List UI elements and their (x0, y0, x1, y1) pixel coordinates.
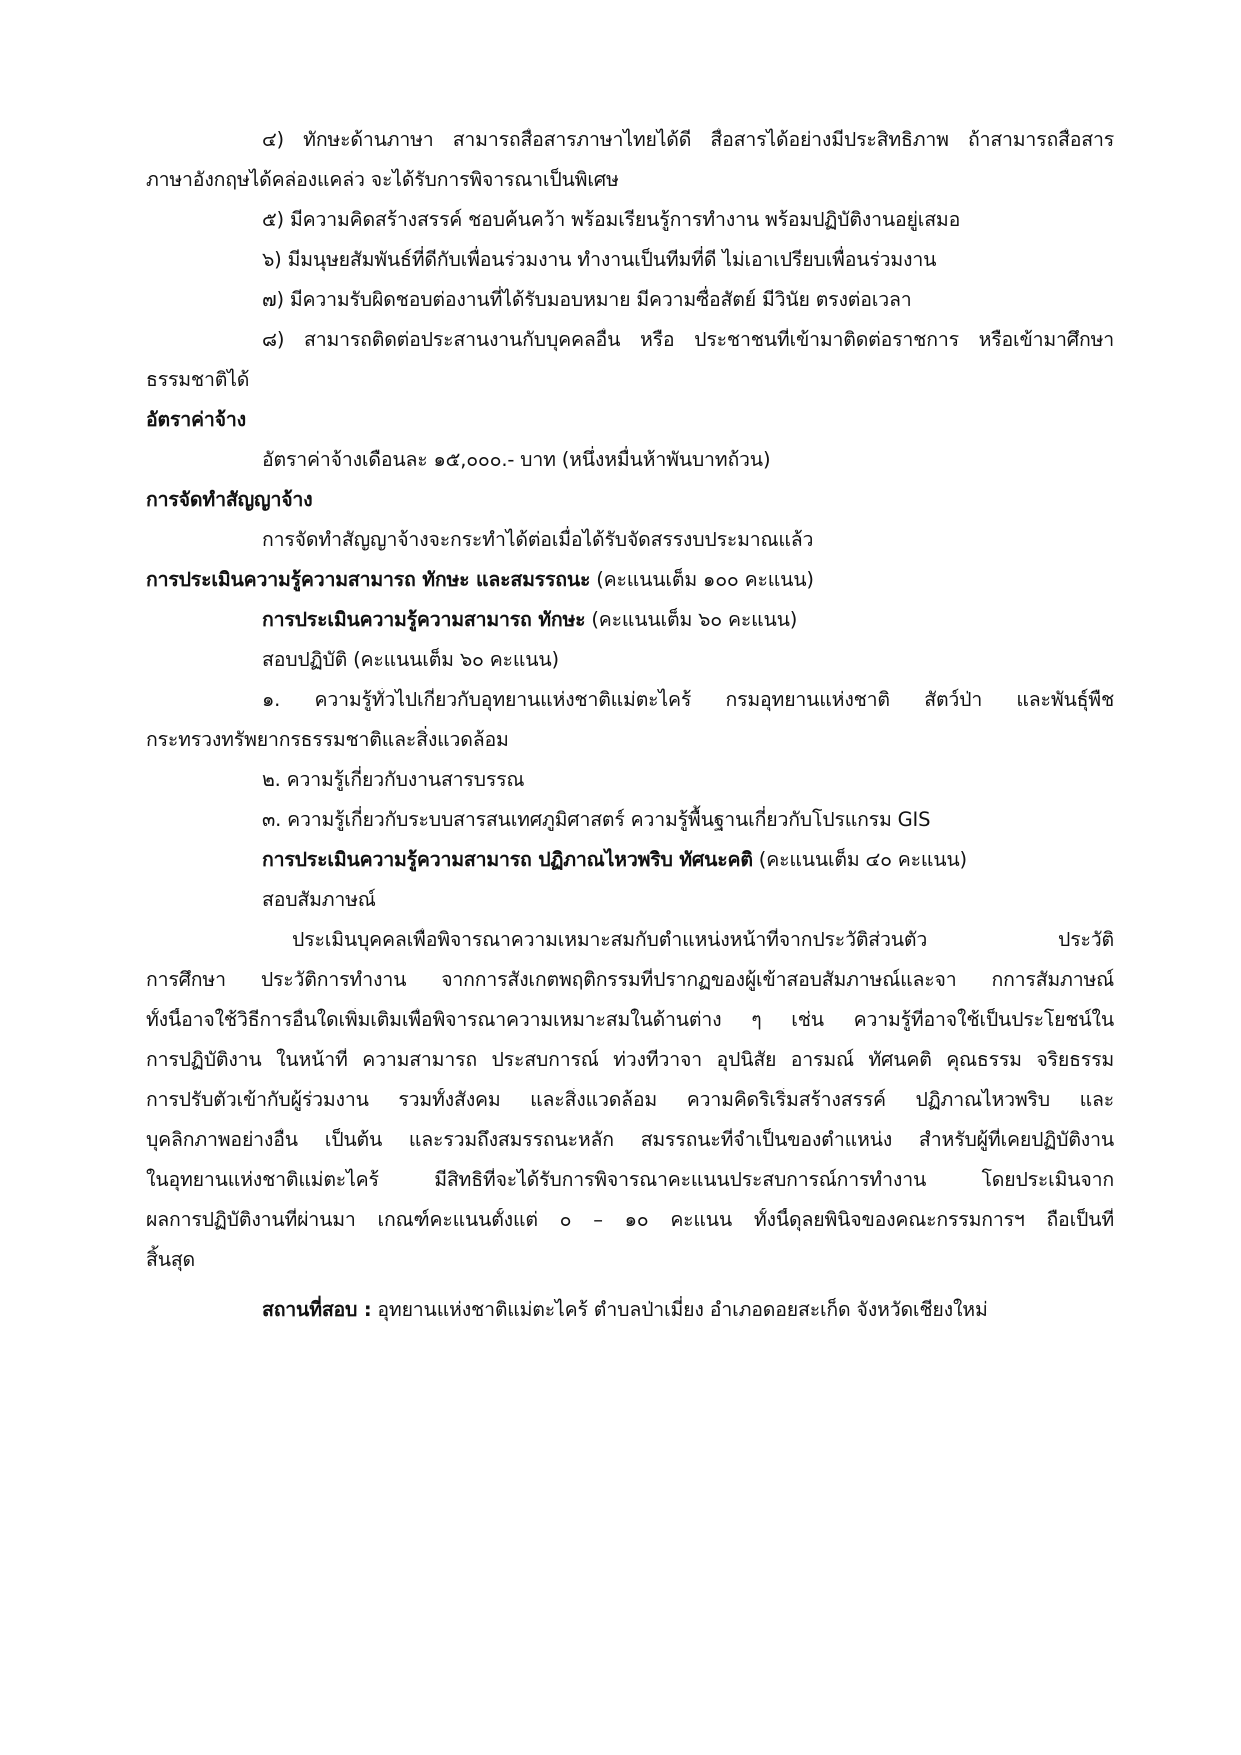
interview-paragraph-line: ในอุทยานแห่งชาติแม่ตะไคร้ มีสิทธิที่จะได้รับการพิจารณาคะแนนประสบการณ์การทำงาน โดยประเมินจาก (146, 1168, 1114, 1191)
contract-heading: การจัดทำสัญญาจ้าง (146, 488, 313, 511)
assessment-part-1-heading (262, 608, 797, 632)
contract-text: การจัดทำสัญญาจ้างจะกระทำได้ต่อเมื่อได้รับจัดสรรงบประมาณแล้ว (262, 528, 814, 551)
assessment-part-2-title: การประเมินความรู้ความสามารถ ปฏิภาณไหวพริบ ทัศนะคติ (262, 848, 753, 871)
qualification-5: ๕) มีความคิดสร้างสรรค์ ชอบค้นคว้า พร้อมเรียนรู้การทำงาน พร้อมปฏิบัติงานอยู่เสมอ (262, 208, 961, 231)
wage-heading: อัตราค่าจ้าง (146, 408, 246, 431)
assessment-part-1-title: การประเมินความรู้ความสามารถ ทักษะ (262, 608, 586, 631)
qualification-8-line-1: ๘) สามารถติดต่อประสานงานกับบุคคลอื่น หรือ ประชาชนที่เข้ามาติดต่อราชการ หรือเข้ามาศึกษา (262, 328, 1114, 351)
exam-item-2: ๒. ความรู้เกี่ยวกับงานสารบรรณ (262, 768, 525, 791)
qualification-7: ๗) มีความรับผิดชอบต่องานที่ได้รับมอบหมาย มีความซื่อสัตย์ มีวินัย ตรงต่อเวลา (262, 288, 912, 311)
qualification-6: ๖) มีมนุษยสัมพันธ์ที่ดีกับเพื่อนร่วมงาน ทำงานเป็นทีมที่ดี ไม่เอาเปรียบเพื่อนร่วมงาน (262, 248, 937, 271)
qualification-4-line-1: ๔) ทักษะด้านภาษา สามารถสื่อสารภาษาไทยได้ดี สื่อสารได้อย่างมีประสิทธิภาพ ถ้าสามารถสื่อสาร (262, 128, 1114, 151)
interview-paragraph-line: สิ้นสุด (146, 1248, 195, 1271)
assessment-heading (146, 568, 814, 592)
exam-venue-text: อุทยานแห่งชาติแม่ตะไคร้ ตำบลป่าเมี่ยง อำเภอดอยสะเก็ด จังหวัดเชียงใหม่ (371, 1298, 988, 1321)
interview-paragraph-line: ทั้งนี้อาจใช้วิธีการอื่นใดเพิ่มเติมเพื่อพิจารณาความเหมาะสมในด้านต่าง ๆ เช่น ความรู้ที่อาจใช้เป็นประโยชน์ใน (146, 1008, 1114, 1031)
qualification-8-line-2: ธรรมชาติได้ (146, 368, 250, 391)
assessment-part-2-heading (262, 848, 967, 872)
interview-paragraph-line: ประเมินบุคคลเพื่อพิจารณาความเหมาะสมกับตำแหน่งหน้าที่จากประวัติส่วนตัว ประวัติ (292, 928, 1114, 951)
interview-paragraph-line: การปฏิบัติงาน ในหน้าที่ ความสามารถ ประสบการณ์ ท่วงทีวาจา อุปนิสัย อารมณ์ ทัศนคติ คุณธรรม จริยธรรม (146, 1048, 1114, 1071)
practical-exam: สอบปฏิบัติ (คะแนนเต็ม ๖๐ คะแนน) (262, 648, 559, 671)
exam-item-1-line-1: ๑. ความรู้ทั่วไปเกี่ยวกับอุทยานแห่งชาติแม่ตะไคร้ กรมอุทยานแห่งชาติ สัตว์ป่า และพันธุ์พืช (262, 688, 1114, 711)
interview-paragraph-line: ผลการปฏิบัติงานที่ผ่านมา เกณฑ์คะแนนตั้งแต่ ๐ – ๑๐ คะแนน ทั้งนี้ดุลยพินิจของคณะกรรมการฯ ถือเป็นที่ (146, 1208, 1114, 1231)
interview-exam: สอบสัมภาษณ์ (262, 888, 376, 911)
exam-item-3: ๓. ความรู้เกี่ยวกับระบบสารสนเทศภูมิศาสตร์ ความรู้พื้นฐานเกี่ยวกับโปรแกรม GIS (262, 808, 931, 831)
exam-venue (262, 1298, 988, 1322)
assessment-heading-title: การประเมินความรู้ความสามารถ ทักษะ และสมรรถนะ (146, 568, 591, 591)
interview-paragraph-line: การศึกษา ประวัติการทำงาน จากการสังเกตพฤติกรรมที่ปรากฏของผู้เข้าสอบสัมภาษณ์และจา กการสัมภาษณ์ (146, 968, 1114, 991)
assessment-heading-score: (คะแนนเต็ม ๑๐๐ คะแนน) (590, 568, 814, 591)
exam-item-1-line-2: กระทรวงทรัพยากรธรรมชาติและสิ่งแวดล้อม (146, 728, 509, 751)
assessment-part-2-score: (คะแนนเต็ม ๔๐ คะแนน) (752, 848, 967, 871)
exam-venue-label: สถานที่สอบ : (262, 1298, 372, 1321)
interview-paragraph-line: การปรับตัวเข้ากับผู้ร่วมงาน รวมทั้งสังคม และสิ่งแวดล้อม ความคิดริเริ่มสร้างสรรค์ ปฏิภาณไหวพริบ และ (146, 1088, 1114, 1111)
qualification-4-line-2: ภาษาอังกฤษได้คล่องแคล่ว จะได้รับการพิจารณาเป็นพิเศษ (146, 168, 619, 191)
interview-paragraph-line: บุคลิกภาพอย่างอื่น เป็นต้น และรวมถึงสมรรถนะหลัก สมรรถนะที่จำเป็นของตำแหน่ง สำหรับผู้ที่เคยปฏิบัติงาน (146, 1128, 1114, 1151)
assessment-part-1-score: (คะแนนเต็ม ๖๐ คะแนน) (585, 608, 798, 631)
wage-text: อัตราค่าจ้างเดือนละ ๑๕,๐๐๐.- บาท (หนึ่งหมื่นห้าพันบาทถ้วน) (262, 448, 771, 471)
